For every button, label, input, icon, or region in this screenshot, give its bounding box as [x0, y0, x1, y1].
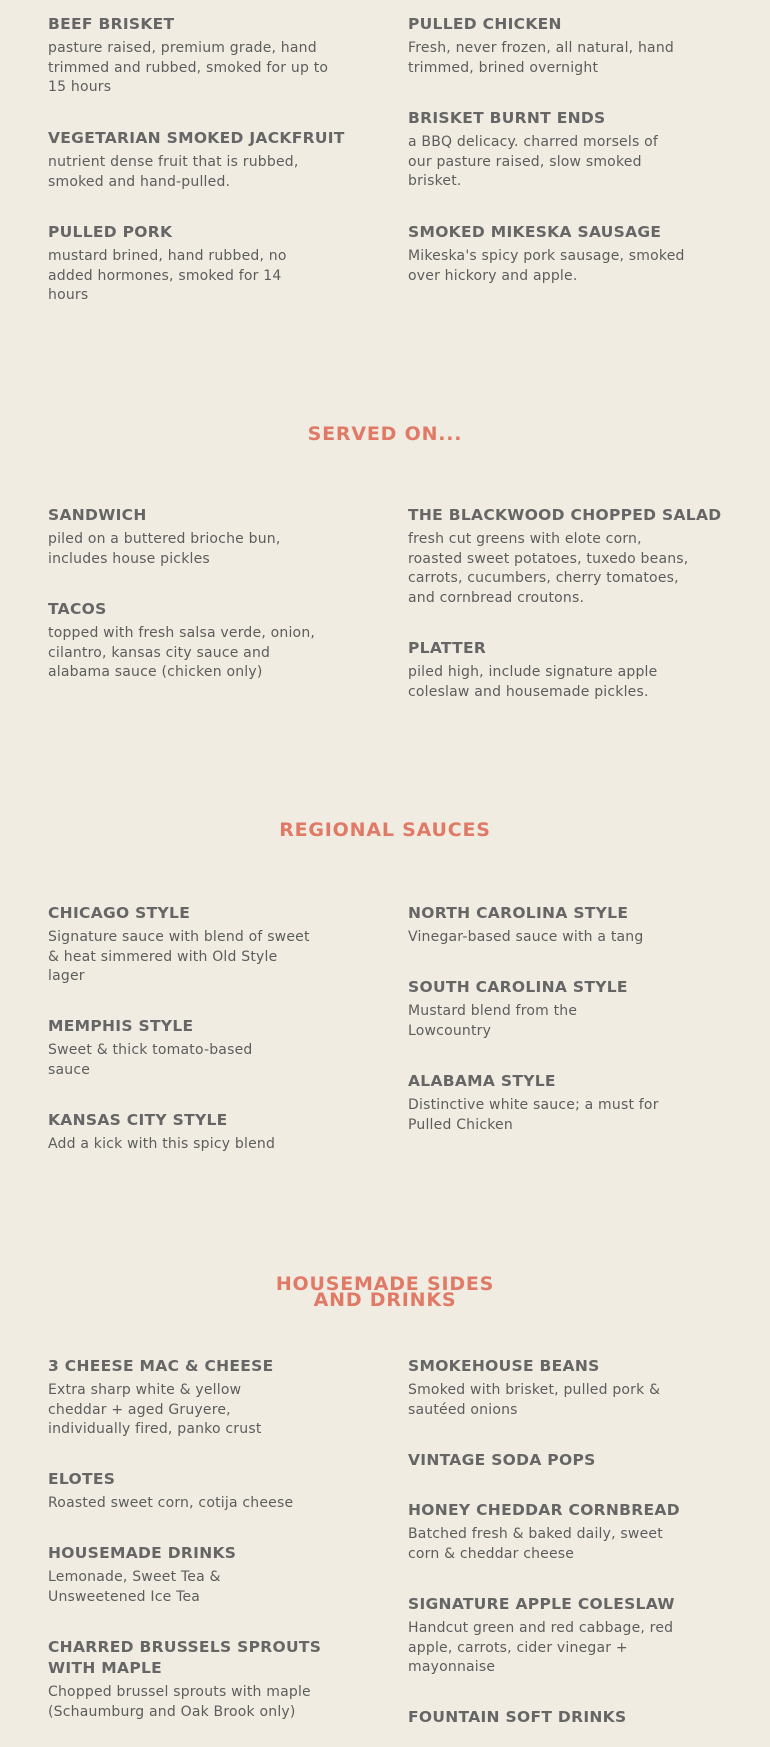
item-title: CHARRED BRUSSELS SPROUTS WITH MAPLE: [48, 1638, 322, 1677]
menu-item-alabama-style: [408, 1071, 698, 1135]
menu-item-apple-coleslaw: [408, 1594, 698, 1678]
item-description: Handcut green and red cabbage, red apple, carrots, cider vinegar + mayonnaise: [408, 1620, 674, 1675]
menu-item-fountain-soft-drinks: [408, 1707, 698, 1732]
item-description: fresh cut greens with elote corn, roasted sweet potatoes, tuxedo beans, carrots, cucumbers, cherry tomatoes, and cornbread croutons.: [408, 531, 689, 606]
item-title: SMOKEHOUSE BEANS: [408, 1357, 600, 1375]
menu-item-mac-and-cheese: [48, 1356, 338, 1440]
section-heading-served-on: SERVED ON...: [307, 423, 463, 445]
menu-item-chicago-style: [48, 903, 338, 987]
item-description: mustard brined, hand rubbed, no added hormones, smoked for 14 hours: [48, 248, 287, 303]
item-title: SANDWICH: [48, 506, 147, 524]
item-title: 3 CHEESE MAC & CHEESE: [48, 1357, 274, 1375]
menu-item-brussels-sprouts: [48, 1637, 338, 1722]
menu-item-platter: [408, 638, 698, 702]
item-title: VEGETARIAN SMOKED JACKFRUIT: [48, 129, 345, 147]
item-description: Extra sharp white & yellow cheddar + aged Gruyere, individually fired, panko crust: [48, 1382, 262, 1437]
menu-item-elotes: [48, 1469, 338, 1514]
item-description: pasture raised, premium grade, hand trimmed and rubbed, smoked for up to 15 hours: [48, 40, 329, 95]
item-title: BEEF BRISKET: [48, 15, 175, 33]
menu-item-tacos: [48, 599, 338, 683]
item-description: Distinctive white sauce; a must for Pulled Chicken: [408, 1097, 659, 1133]
section-heading-regional-sauces: REGIONAL SAUCES: [279, 819, 491, 841]
item-description: Mustard blend from the Lowcountry: [408, 1003, 578, 1039]
menu-item-housemade-drinks: [48, 1543, 338, 1607]
item-description: Add a kick with this spicy blend: [48, 1136, 276, 1152]
item-description: Chopped brussel sprouts with maple (Schaumburg and Oak Brook only): [48, 1684, 311, 1720]
item-title: ELOTES: [48, 1470, 116, 1488]
item-description: nutrient dense fruit that is rubbed, smoked and hand-pulled.: [48, 154, 299, 190]
item-description: Fresh, never frozen, all natural, hand trimmed, brined overnight: [408, 40, 674, 76]
item-description: piled high, include signature apple coleslaw and housemade pickles.: [408, 664, 658, 700]
item-title: MEMPHIS STYLE: [48, 1017, 194, 1035]
item-title: SMOKED MIKESKA SAUSAGE: [408, 223, 662, 241]
item-description: Mikeska's spicy pork sausage, smoked over hickory and apple.: [408, 248, 685, 284]
section-heading-sides-line1: HOUSEMADE SIDES: [275, 1273, 495, 1295]
item-title: HONEY CHEDDAR CORNBREAD: [408, 1501, 680, 1519]
item-title: SIGNATURE APPLE COLESLAW: [408, 1595, 675, 1613]
menu-item-north-carolina-style: [408, 903, 728, 948]
item-title: PULLED PORK: [48, 223, 173, 241]
item-description: topped with fresh salsa verde, onion, cilantro, kansas city sauce and alabama sauce (chicken only): [48, 625, 316, 680]
item-title: FOUNTAIN SOFT DRINKS: [408, 1708, 627, 1726]
item-title: HOUSEMADE DRINKS: [48, 1544, 237, 1562]
item-title: SOUTH CAROLINA STYLE: [408, 978, 628, 996]
item-description: Roasted sweet corn, cotija cheese: [48, 1495, 294, 1511]
item-description: Vinegar-based sauce with a tang: [408, 929, 644, 945]
menu-item-pulled-pork: [48, 222, 338, 306]
item-title: KANSAS CITY STYLE: [48, 1111, 228, 1129]
item-description: Signature sauce with blend of sweet & heat simmered with Old Style lager: [48, 929, 310, 984]
item-description: Smoked with brisket, pulled pork & sautéed onions: [408, 1382, 661, 1418]
menu-item-smokehouse-beans: [408, 1356, 698, 1420]
menu-item-honey-cheddar-cornbread: [408, 1500, 728, 1564]
menu-item-mikeska-sausage: [408, 222, 698, 286]
menu-item-vintage-soda-pops: [408, 1450, 698, 1475]
item-description: piled on a buttered brioche bun, includes house pickles: [48, 531, 281, 567]
menu-item-kansas-city-style: [48, 1110, 338, 1155]
menu-item-brisket-burnt-ends: [408, 108, 698, 192]
section-heading-sides-line2: AND DRINKS: [313, 1289, 457, 1311]
menu-item-pulled-chicken: [408, 14, 698, 78]
menu-item-beef-brisket: [48, 14, 338, 98]
menu-item-smoked-jackfruit: [48, 128, 378, 192]
menu-item-memphis-style: [48, 1016, 338, 1080]
item-title: ALABAMA STYLE: [408, 1072, 556, 1090]
item-title: THE BLACKWOOD CHOPPED SALAD: [408, 506, 722, 524]
menu-item-chopped-salad: [408, 505, 748, 608]
item-description: a BBQ delicacy. charred morsels of our pasture raised, slow smoked brisket.: [408, 134, 659, 189]
item-title: VINTAGE SODA POPS: [408, 1451, 596, 1469]
item-title: BRISKET BURNT ENDS: [408, 109, 606, 127]
item-description: Sweet & thick tomato-based sauce: [48, 1042, 253, 1078]
item-description: Lemonade, Sweet Tea & Unsweetened Ice Tea: [48, 1569, 221, 1605]
menu-item-south-carolina-style: [408, 977, 698, 1041]
item-title: CHICAGO STYLE: [48, 904, 191, 922]
item-title: NORTH CAROLINA STYLE: [408, 904, 629, 922]
item-title: TACOS: [48, 600, 107, 618]
menu-item-sandwich: [48, 505, 338, 569]
item-description: Batched fresh & baked daily, sweet corn & cheddar cheese: [408, 1526, 663, 1562]
item-title: PULLED CHICKEN: [408, 15, 562, 33]
item-title: PLATTER: [408, 639, 487, 657]
